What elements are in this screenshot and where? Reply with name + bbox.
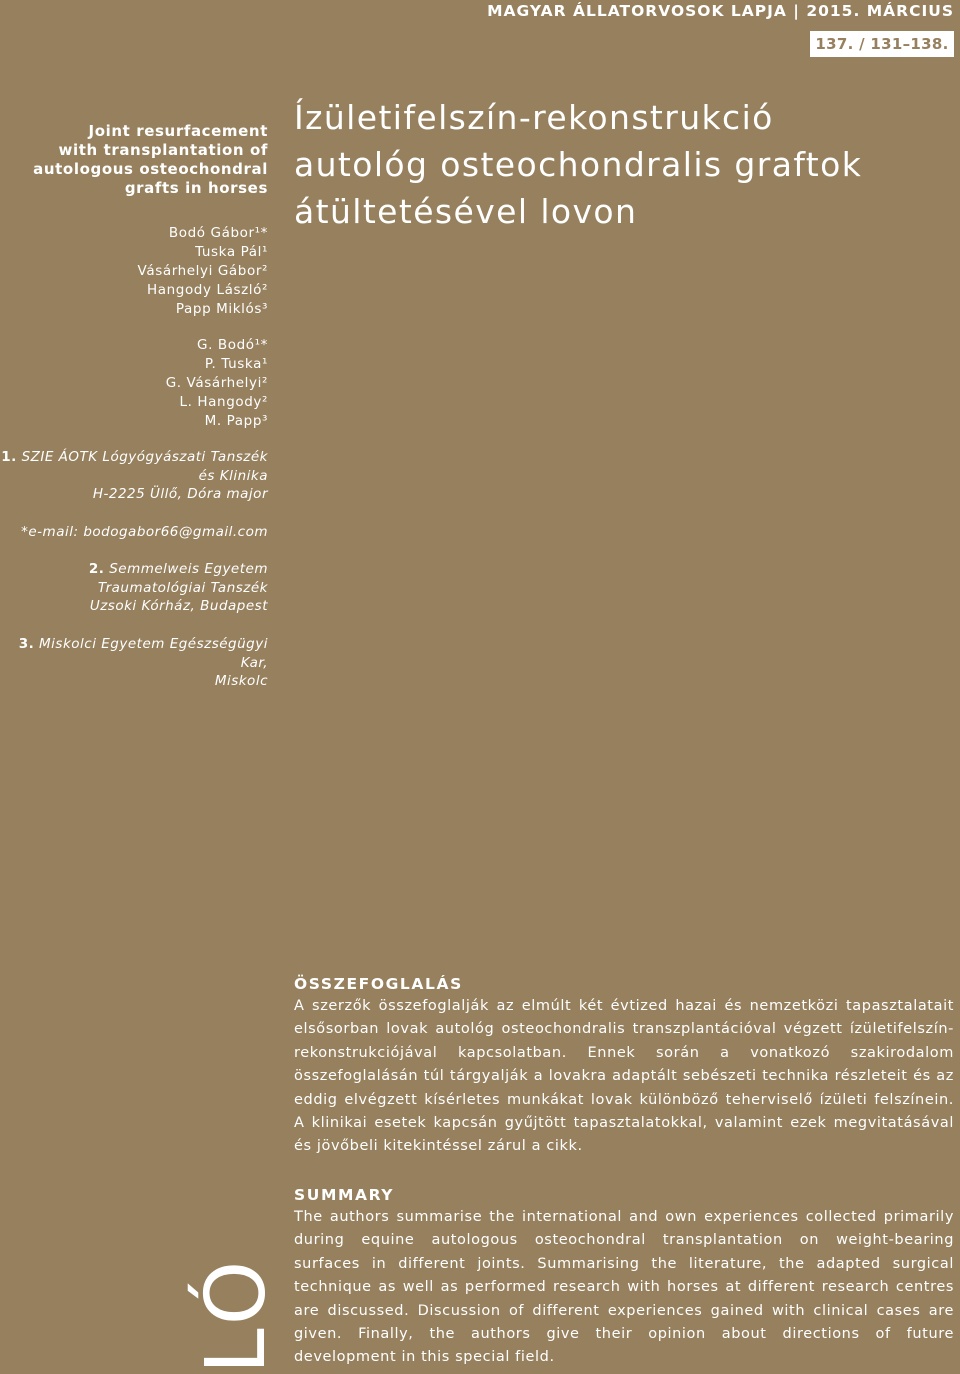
hungarian-title-line: autológ osteochondralis graftok [294, 145, 863, 184]
hungarian-title [294, 94, 914, 235]
english-title-line: Joint resurfacement [88, 122, 268, 140]
affiliation-number: 1. [1, 449, 17, 465]
issue-pages-badge: 137. / 131–138. [810, 31, 954, 57]
author-name: Tuska Pál¹ [195, 244, 268, 260]
authors-english [0, 336, 268, 431]
summary-english-body: The authors summarise the international and own experiences collected primarily during equine autologous osteochondral transplantation on weight-bearing surfaces in different joints. Summarising the literature, the adapted surgical technique as well as performed research with horses at different research centres are discussed. Discussion of different experiences gained with clinical cases are given. Finally, the authors give their opinion about directions of future development in this special field. [294, 1209, 954, 1366]
affiliation-2 [0, 560, 268, 616]
summary-english [294, 1184, 954, 1370]
author-name: G. Bodó¹* [197, 337, 268, 353]
author-name: Bodó Gábor¹* [168, 225, 268, 241]
summary-hungarian [294, 973, 954, 1159]
affiliation-3 [0, 635, 268, 691]
author-name: L. Hangody² [179, 394, 268, 410]
affiliation-line: H-2225 Üllő, Dóra major [92, 486, 268, 502]
authors-hungarian [0, 224, 268, 319]
author-name: G. Vásárhelyi² [165, 375, 268, 391]
english-title [0, 122, 268, 198]
summary-hungarian-heading: ÖSSZEFOGLALÁS [294, 975, 463, 993]
english-title-line: with transplantation of [58, 141, 268, 159]
author-name: P. Tuska¹ [204, 356, 268, 372]
affiliation-1 [0, 448, 268, 504]
affiliation-line: SZIE ÁOTK Lógyógyászati Tanszék [21, 449, 268, 465]
journal-title: MAGYAR ÁLLATORVOSOK LAPJA | 2015. MÁRCIUS [487, 2, 954, 20]
english-title-line: grafts in horses [124, 179, 268, 197]
english-title-line: autologous osteochondral [33, 160, 268, 178]
affiliation-number: 2. [88, 561, 105, 577]
author-name: Vásárhelyi Gábor² [137, 263, 268, 279]
author-name: M. Papp³ [204, 413, 268, 429]
affiliation-line: Traumatológiai Tanszék [97, 579, 268, 596]
section-label-text: LÓ [189, 1254, 284, 1374]
author-name: Papp Miklós³ [175, 301, 268, 317]
summary-hungarian-body: A szerzők összefoglalják az elmúlt két évtized hazai és nemzetközi tapasztalatait elsősorban lovak autológ osteochondralis transzplantációval végzett ízületifelszín-rekonstrukciójával kapcsolatban. Ennek során a vonatkozó szakirodalom összefoglalásán túl tárgyalják a lovakra adaptált sebészeti technika részleteit és az eddig elvégzett kísérletes munkákat lovak különböző teherviselő ízületi felszínein. A klinikai esetek kapcsán gyűjtött tapasztalatokkal, valamint ezek megvitatásával és jövőbeli kitekintéssel zárul a cikk. [294, 998, 954, 1155]
summary-english-heading: SUMMARY [294, 1186, 395, 1204]
affiliation-line: Miskolci Egyetem Egészségügyi Kar, [39, 636, 268, 671]
affiliation-line: Miskolc [214, 673, 268, 689]
hungarian-title-line: átültetésével lovon [294, 192, 638, 231]
author-name: Hangody László² [147, 282, 268, 298]
section-label-vertical [189, 1254, 284, 1374]
affiliation-number: 3. [18, 636, 35, 652]
affiliation-line: Semmelweis Egyetem [109, 561, 268, 577]
corresponding-email: *e-mail: bodogabor66@gmail.com [21, 524, 268, 540]
affiliation-line: Uzsoki Kórház, Budapest [89, 598, 268, 614]
affiliation-line: és Klinika [198, 467, 268, 484]
hungarian-title-line: Ízületifelszín-rekonstrukció [294, 98, 774, 137]
